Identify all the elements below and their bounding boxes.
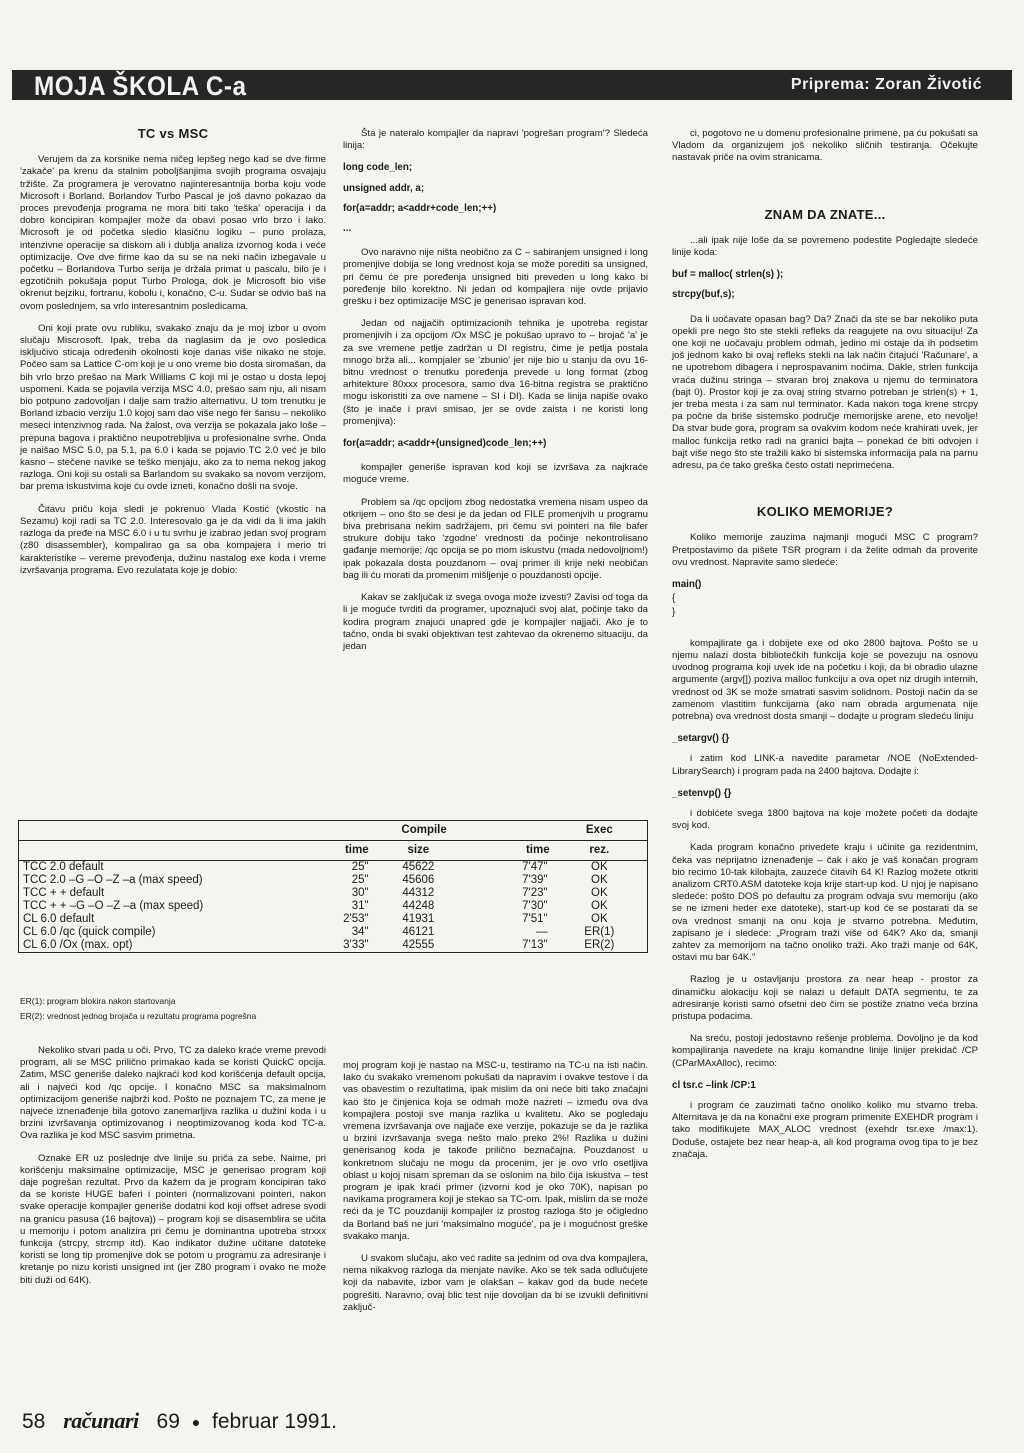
code-line: long code_len;: [343, 162, 413, 174]
exec-time: 7'47": [466, 861, 552, 875]
author-credit: Priprema: Zoran Životić: [790, 76, 982, 93]
code-line: }: [672, 607, 676, 619]
issue-number: 69: [156, 1410, 180, 1433]
column-2-bottom: [343, 1060, 648, 1324]
paragraph: i zatim kod LINK-a navedite parametar /NOE (NoExtended-LibrarySearch) i program pada na 2400 bajtova. Dodajte i:: [672, 753, 978, 777]
table-row: [19, 887, 648, 900]
row-label: CL 6.0 default: [19, 913, 297, 926]
paragraph: Razlog je u ostavljanju prostora za near heap - prostor za dinamičku alokaciju koji se nalazi u default DATA segmentu, te za adresiranje koristi samo ofsetni deo čim se postiže znatno veća brzina pristupa podacima.: [672, 974, 978, 1022]
result: OK: [552, 887, 648, 900]
code-line: buf = malloc( strlen(s) );: [672, 269, 784, 281]
code-line: for(a=addr; a<addr+(unsigned)code_len;++): [343, 438, 547, 450]
section-heading-koliko: KOLIKO MEMORIJE?: [756, 504, 894, 520]
row-label: CL 6.0 /qc (quick compile): [19, 926, 297, 939]
table-row: [19, 900, 648, 913]
paragraph: Čitavu priču koja sledi je pokrenuo Vlada Kostić (vkostic na Sezamu) koji radi sa TC 2.0. Interesovalo ga je da vidi da li ima jakih razloga da pređe na MSC 6.0 i u tu svrhu je izabrao jedan svoj program (z80 disassembler), kompalirao ga sa oba kompajera i merio tri karakteristike – vereme prevođenja, dužinu nastalog exe koda i vreme izvršavanja programa. Evo rezulatata koje je dobio:: [20, 503, 326, 576]
paragraph: Šta je nateralo kompajler da napravi 'pogrešan program'? Sledeća linija:: [343, 128, 648, 152]
code-line: for(a=addr; a<addr+code_len;++): [343, 202, 497, 214]
code-line: {: [672, 593, 676, 605]
code-line: _setenvp() {}: [672, 787, 732, 799]
size: 42555: [371, 939, 466, 953]
compile-time: 3'33": [297, 939, 371, 953]
magazine-logo: računari: [63, 1408, 139, 1433]
paragraph: Nekoliko stvari pada u oči. Prvo, TC za daleko kraće vreme prevodi program, ali se MSC prilično primakao kada se koristi QuickC opcija. Zatim, MSC generiše daleko najkraći kod kod korišćenja default opcija, ali i najveći kod /qc opcije. I konačno MSC sa maksimalnom optimizacijom generiše najbrži kod. Pošto ne poznajem TC, za mene je najveće iznenađenje bila gotovo zanemarljiva razlika u dužini koda i u brzini izvršavanja optimizovanog i neoptimizovanog koda kod TC-a. Ova razlika je kod MSC sasvim primetna.: [20, 1045, 326, 1142]
size: 44248: [402, 900, 435, 912]
paragraph: Ovo naravno nije ništa neobično za C – sabiranjem unsigned i long promenjive dobija se long vrednost koja se može porediti sa unsigned, pri čemu će pre poređenja unsigned biti preveden u long kako bi poređenje bilo korektno. Ni jedan od kompajlera nije ovde prijavio grešku i bez optimizacije MSC je generisao ispravan kod.: [343, 247, 648, 308]
paragraph: i dobićete svega 1800 bajtova na koje možete početi da dodajte svoj kod.: [672, 807, 978, 832]
paragraph: Problem sa /qc opcijom zbog nedostatka vremena nisam uspeo da otkrijem – ono što se desi je da jedan od FILE promenjvih u programu biva prebrisana nekim sadržajem, pri čemu svi pointeri na file bafer strukure dobiju tako 'zgodne' vrednosti da počinje nekontrolisano gađanje memorije; /qc opcija se po mom iskustvu (mada nedovoljnom!) ipak pokazala dosta pouzdanom – ovaj primer ili krije neki neobičan bag ili ću morati da promenim mišljenje o pouzdanosti opcije.: [343, 496, 648, 581]
code-line: main(): [672, 579, 702, 591]
paragraph: ...ali ipak nije loše da se povremeno podestite Pogledajte sledeće linije koda:: [672, 234, 978, 259]
size: 45606: [402, 874, 435, 886]
table-row: [19, 861, 648, 875]
paragraph: i program će zauzimati tačno onoliko koliko mu stvarno treba. Alternitava je da na konačni exe program primenite EXEHDR program i tako modifikujete MAX_ALOC vrednost (exehdr tsr.exe /max:1). Doduše, ostajete bez near heap-a, ali kod programa ovog tipa to je bez značaja.: [672, 1099, 978, 1160]
size: 41931: [402, 913, 435, 925]
size: 45622: [371, 861, 466, 875]
paragraph: moj program koji je nastao na MSC-u, testiramo na TC-u na isti način. Iako ću svakako vremenom pokušati da napravim i ovakve testove i da vas obavestim o rezultatima, ipak mislim da oni neće biti tako značajni kao što je činjenica koja se odmah može nazreti – između ova dva kompajlera postoji sve manja razlika u kvalitetu. Ako se pogledaju vremena izvršavanja ove najjače exe verzije, pokazuje se da je razlika u brzini izvršavanja svega nešto malo preko 2%! Razlika u dužini generisanog koda je takođe prilično beznačajna. Pouzdanost u konkretnom slučaju ne mogu da procenim, jer je ovo vrlo osetljiva oblast u kojoj nisam spreman da se oslonim na bilo čija iskustva – test program je ipak kraći primer (izvorni kod je oko 70K), napisan po navikama programera koji je stekao sa TC-om. Ipak, mislim da se može reći da je TC pouzdaniji kompajler iz prostog razloga što je očigledno da Borland baš ne juri 'maksimalno moguće', pa je i mogućnost greške svakako manja.: [343, 1060, 648, 1242]
exec-time: 7'13": [466, 939, 552, 953]
exec-time: —: [536, 926, 548, 938]
result: ER(1): [552, 926, 648, 939]
result: OK: [552, 913, 648, 926]
table-subhead-size: size: [371, 841, 466, 861]
column-1-bottom: [20, 1045, 326, 1297]
compile-time: 34": [351, 926, 369, 938]
result: ER(2): [552, 939, 648, 953]
paragraph: ci, pogotovo ne u domenu profesionalne primene, pa ću pokušati sa Vladom da organizujem još nekoliko sličnih testiranja. Očekujte nastavak priče na ovim stranicama.: [672, 128, 978, 164]
paragraph: Oni koji prate ovu rubliku, svakako znaju da je moj izbor u ovom slučaju Miscrosoft. Ipak, treba da naglasim da je ovo posledica isključivo sticaja određenih okolnosti koje danas više nikako ne stoje. Počeo sam sa Lattice C-om koji je u ono vreme bio dosta siromašan, da bih vrlo brzo prešao na Mark Williams C koji mi je ostao u dosta lepoj uspomeni. Kada se pojavila verzija MSC 4.0, prešao sam nju, ali nisam bio potpuno zadovoljan i dalje sam tražio alternativu. U tom trenutku je Borland izbacio verziju 1.0 kojoj sam dao više nego fer šansu – nekoliko meseci intenzivnog rada. Na žalost, ova verzija se pokazala jako loše – prepuna bagova i praktično neupotrebljiva u profesionalne svrhe. Onda je naišao MSC 5.0, pa 5.1, pa 6.0 i kada se pojavio TC 2.0 već je bilo kasno – stečene navike se teško menjaju, ako za to nema nekog jakog razloga. Oni koji su ostali sa Barlandom su svakako sa novom verzijom, bar prema iskustvima koje ću ovde izneti, konačno došli na svoje.: [20, 322, 326, 493]
code-line: unsigned addr, a;: [343, 182, 425, 194]
exec-time: 7'51": [522, 913, 548, 925]
table-row: [19, 926, 648, 939]
paragraph: Kada program konačno privedete kraju i učinite ga rezidentnim, čeka vas neprijatno iznenađenje – čak i ako je vaš konačan program bio recimo 10-tak kilobajta, zauzeće čitavih 64 K! Razlog možete otkriti analizom CRT0.ASM datoteke koja krije start-up kod. U njoj je napisano sledeće: pošto DOS po defaultu za program odvaja svu memoriju (ako se ne izmeni heder exe datoteke), start-up kod će se postarati da se ova vrednost smanji na onu koja je stvarno potrebna. Međutim, zapisano je i sledeće: „Program traži više od 64K? Ako da, smanji zahtev za memorijom na tačno onoliko traži. Ako traži manje od 64K, ostavi mu bar 64K.": [672, 842, 978, 964]
table-row: [19, 939, 648, 953]
table-subhead-time: time: [297, 841, 371, 861]
paragraph: kompajler generiše ispravan kod koji se izvršava za najkraće moguće vreme.: [343, 462, 648, 486]
code-line: strcpy(buf,s);: [672, 289, 735, 301]
paragraph: kompajlirate ga i dobijete exe od oko 2800 bajtova. Pošto se u njemu nalazi dosta bibliotečkih funkcija koje se povezuju na osnovu uvodnog programa koji uvek ide na početku i koji, da bi obradio ulazne argumente (argv[]) poziva malloc funkciju a ova opet niz drugih internih, vrednost od 3K se može smatrati sasvim solidnom. Postoji način da se zamenom vlastitim funkcijama (ako nam obrada argumenata nije potrebna) ova vrednost dosta smanji – dodajte u program sledeću liniju: [672, 637, 978, 722]
issue-date: februar 1991.: [212, 1410, 337, 1433]
column-2-top: [343, 128, 648, 663]
paragraph: Kakav se zaključak iz svega ovoga može izvesti? Zavisi od toga da li je moguće tvrditi da programer, upoznajući svoj alat, počinje tako da kodira program znajući unapred gde je kompajler najjači. Ako je to tačno, onda bi svaki objektivan test zahtevao da okrenemo situaciju, da jedan: [343, 592, 648, 652]
compile-time: 25": [351, 874, 369, 886]
result: OK: [552, 874, 648, 887]
section-header: [12, 70, 1012, 100]
compile-time: 31": [351, 900, 369, 912]
row-label: TCC + + –G –O –Z –a (max speed): [19, 900, 297, 913]
paragraph: U svakom slučaju, ako već radite sa jednim od ova dva kompajlera, nema nikakvog razloga da menjate navike. Ako se tek sada odlučujete koji da nabavite, izbor vam je olakšan – kakav god da bude nećete pogrešiti. Naravno, ovaj blic test nije dovoljan da bi se izvukli definitivni zaključ-: [343, 1253, 648, 1313]
table-subhead-rez: rez.: [552, 841, 648, 861]
compile-time: 25": [297, 861, 371, 875]
code-line: cl tsr.c –link /CP:1: [672, 1079, 756, 1091]
article-heading: TC vs MSC: [137, 126, 209, 141]
result: OK: [552, 861, 648, 875]
row-label: TCC 2.0 default: [19, 861, 297, 875]
page-number: 58: [22, 1410, 46, 1433]
bullet-icon: ●: [191, 1414, 201, 1431]
paragraph: Na sreću, postoji jedostavno rešenje problema. Dovoljno je da kod kompajliranja navedete na kraju komandne linije linijer prekidač /CP (CParMAxAlloc), recimo:: [672, 1033, 978, 1069]
paragraph: Jedan od najjačih optimizacionih tehnika je upotreba registar promenjivih i za opcijom /Ox MSC je pokušao upravo to – brojač 'a' je za sve vremene petlje zadržan u DI registru, čime je petlja postala mnogo brža ali... kompjaler se 'zbunio' jer nije bio u stanju da ovu 16-bitnu vrednost o trenutku poređenja prevede u long format (zbog arhitekture 80xxx procesora, samo dva 16-bitna registra se praktično mogu iskoristiti za ove namene – SI i DI). Kada se linija napiše ovako (što je inače i pravi smisao, jer se ovde zaista i ne koristi long promenjiva):: [343, 318, 648, 427]
row-label: TCC 2.0 –G –O –Z –a (max speed): [19, 874, 297, 887]
table-note-2: ER(2): vrednost jednog brojača u rezultatu programa pogrešna: [20, 1011, 257, 1021]
table-subhead-time2: time: [466, 841, 552, 861]
column-1-top: [20, 128, 326, 587]
row-label: CL 6.0 /Ox (max. opt): [19, 939, 297, 953]
exec-time: 7'39": [522, 874, 548, 886]
table-subhead-blank: [19, 841, 297, 861]
compile-time: 2'53": [343, 913, 369, 925]
result: OK: [552, 900, 648, 913]
exec-time: 7'23": [522, 887, 548, 899]
column-3: [672, 128, 978, 1171]
table-row: [19, 874, 648, 887]
table-corner: [19, 821, 297, 841]
paragraph: Verujem da za korsnike nema ničeg lepšeg nego kad se dve firme 'zakače' pa krenu da stalnim poboljšanjima svojih programa osvajaju tržište. Za programera je verovatno najinteresantnija borba koju vode Microsoft i Borland. Borlandov Turbo Pascal je još davno pokazao da proces prevođenja programa ne mora biti tako 'teška' operacija i da dobro koncipiran kompajler može da obavi posao vrlo brzo i lako. Microsoft je od početka sledio klasičnu logiku – puno prolaza, intenzivne operacije sa diskom ali i dublja analiza izvornog koda i veće optimizacije. Ove dve firme kao da su se na neki način izbegavale u početku – Borlandova Turbo serija je držala primat u pascalu, bilo je i egzotičnih pokušaja poput Turbo Prologa, dok je Microsoft bio više okrenut bejziku, fortranu, kobolu i, konačno, C-u. Sudar se odvio baš na ovom poslednjem, sa vrlo interesantnim posledicama.: [20, 154, 326, 312]
section-heading-znam: ZNAM DA ZNATE...: [764, 206, 886, 222]
results-table: [18, 820, 648, 953]
paragraph: Koliko memorije zauzima najmanji mogući MSC C program? Pretpostavimo da pišete TSR program i da želite odmah da proverite ovu vrednost. Napravite samo sledeće:: [672, 532, 978, 568]
paragraph: Oznake ER uz poslednje dve linije su priča za sebe. Naime, pri korišćenju maksimalne optimizacije, MSC je generisao program koji daje pogrešan rezultat. Prvo da kažem da je program koncipiran tako da se koriste HUGE baferi i pointeri (normalizovani pointeri, nakon svake operacije kompajler generiše dodatni kod koji offset adrese svodi na granicu pasusa (16 bajtova)) – program koji se disasemblira se učita u memoriju i potom analizira pri čemu je dominantna upotreba strxxx funkcija (strcpy, strcmp itd). Kao indikator dužine učitane datoteke koristi se long tip promenjive dok se potom u programu za adresiranje i kretanje po nizu koristi unsigned int (jer Z80 program i ovako ne može biti duži od 64K).: [20, 1152, 326, 1286]
table-head-exec: Exec: [552, 821, 648, 841]
table-head-compile: Compile: [297, 821, 552, 841]
size: 46121: [402, 926, 435, 938]
paragraph: Da li uočavate opasan bag? Da? Znači da ste se bar nekoliko puta opekli pre nego što ste stekli refleks da reagujete na ovu situaciju! Za one koji ne uočavaju problem odmah, jedino mi ostaje da ih podsetim još jednom kako bi ovaj refleks stekli na lak način čitajući 'Računare', a ne upotrebom dibagera i neprospavanim noćima. Dakle, strlen funkcija vraća dužinu stringa – stvaran broj znakova u njemu do terminatora (bajt 0). Prostor koji je za ovaj string stvarno potreban je strlen(s) + 1, jer treba mesta i za sam nul terminator. Kada nakon toga krene strcpy pa počne da briše sistemsko područje memorijske arene, eto nevolje! Da stvar bude gora, program sa ovakvim kodom neće krahirati uvek, jer malloc funkcija retko radi na granici bajta – ponekad će biti odvojen i bajt više nego što ste tražili kako bi sistemska informacija pala na parnu adresu, pa će tako greška često ostati neprimećena.: [672, 313, 978, 472]
exec-time: 7'30": [522, 900, 548, 912]
code-line: ...: [343, 223, 352, 235]
code-line: _setargv() {}: [672, 733, 730, 745]
section-title: MOJA ŠKOLA C-a: [34, 71, 247, 101]
size: 44312: [402, 887, 435, 899]
table-row: [19, 913, 648, 926]
page-footer: [22, 1408, 337, 1434]
table-note-1: ER(1): program blokira nakon startovanja: [20, 996, 176, 1006]
compile-time: 30": [351, 887, 369, 899]
row-label: TCC + + default: [19, 887, 297, 900]
